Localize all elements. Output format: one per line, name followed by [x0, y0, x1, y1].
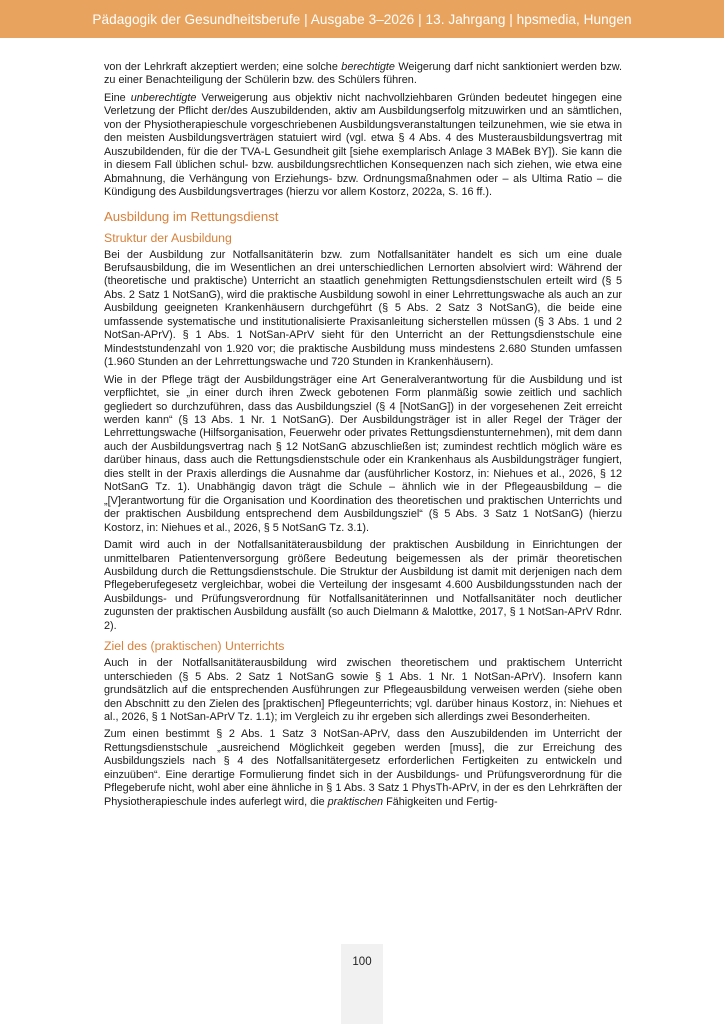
emphasis: berechtigte — [341, 61, 395, 73]
text-run: Zum einen bestimmt § 2 Abs. 1 Satz 3 NotSan-APrV, dass den Auszubildenden im Unterricht der Rettungsdienstschule „ausreichend Möglichkeit gegeben werden [muss], die zur Erreichung des Ausbildungsziels nach § 4 des Notfallsanitätergesetz erforderlichen Fertigkeiten zu entwickeln und einzuüben“. Eine derartige Formulierung findet sich in der Ausbildungs- und Prüfungsverordnung für die Pflegeberufe nicht, wohl aber eine ähnliche in § 1 Abs. 3 Satz 1 PhysTh-APrV, in der es den Lehrkräften der Physiotherapieschule indes auferlegt wird, die — [104, 728, 622, 808]
paragraph — [104, 92, 622, 200]
subsection-heading: Ziel des (praktischen) Unterrichts — [104, 639, 285, 654]
text-run: Eine — [104, 91, 131, 104]
section-heading: Ausbildung im Rettungsdienst — [104, 208, 279, 224]
journal-header-bar — [0, 0, 724, 38]
paragraph — [104, 61, 622, 88]
emphasis: praktischen — [327, 795, 384, 808]
paragraph: Damit wird auch in der Notfallsanitäterausbildung der praktischen Ausbildung in Einrichtungen der unmittelbaren Patientenversorgung größere Bedeutung beigemessen als der primär theoretischen Ausbildung durch die Rettungsdienstschule. Die Struktur der Ausbildung ist damit mit derjenigen nach dem Pflegeberufegesetz vergleichbar, wobei die Verteilung der insgesamt 4.600 Ausbildungsstunden nach der Ausbildungs- und Prüfungsverordnung für Notfallsanitäterinnen und Notfallsanitäter noch deutlicher zugunsten der praktischen Ausbildung ausfällt (so auch Dielmann & Malottke, 2017, § 1 NotSan-APrV Rdnr. 2). — [104, 539, 622, 632]
text-run: Weigerung darf nicht sanktioniert werden bzw. zu einer Benachteiligung der Schülerin bzw. des Schülers führen. — [104, 61, 622, 87]
paragraph: Auch in der Notfallsanitäterausbildung wird zwischen theoretischem und praktischem Unterricht unterschieden (§ 5 Abs. 2 Satz 1 NotSanG sowie § 1 Abs. 1 Nr. 1 NotSan-APrV). Insofern kann grundsätzlich auf die entsprechenden Ausführungen zur Pflegeausbildung verweisen werden (siehe oben den Abschnitt zu den Zielen des [praktischen] Pflegeunterrichts; vgl. darüber hinaus Kostorz, in: Niehues et al., 2026, § 1 NotSan-APrV Tz. 1.1); im Vergleich zu ihr ergeben sich allerdings zwei Besonderheiten. — [104, 657, 622, 724]
text-run: Verweigerung aus objektiv nicht nachvollziehbaren Gründen bedeutet hingegen eine Verletzung der Pflicht der/des Auszubildenden, aktiv am Ausbildungserfolg mitzuwirken und an sämtlichen, von der Physiotherapieschule vorgeschriebenen Ausbildungsveranstaltungen teilzunehmen, wie sie etwa in den meisten Ausbildungsverträgen statuiert wird (vgl. etwa § 4 Abs. 4 des Musterausbildungsvertrag mit Auszubildenden, für die der TVA-L Gesundheit gilt [siehe exemplarisch Anlage 3 MABek BY]). Sie kann die in diesem Fall üblichen schul- bzw. ausbildungsrechtlichen Konsequenzen nach sich ziehen, wie etwa eine Abmahnung, die Verhängung von Erziehungs- bzw. Ordnungsmaßnahmen oder – als Ultima Ratio – die Kündigung des Ausbildungsvertrages (hierzu vor allem Kostorz, 2022a, S. 16 ff.). — [104, 91, 623, 199]
journal-header-text: Pädagogik der Gesundheitsberufe | Ausgabe 3–2026 | 13. Jahrgang | hpsmedia, Hungen — [92, 11, 632, 27]
paragraph: Bei der Ausbildung zur Notfallsanitäterin bzw. zum Notfallsanitäter handelt es sich um eine duale Berufsausbildung, die im Wesentlichen an drei unterschiedlichen Lernorten absolviert wird: Während der (theoretische und praktische) Unterricht an staatlich genehmigten Rettungsdienstschulen erteilt wird (§ 5 Abs. 2 Satz 1 NotSanG), wird die praktische Ausbildung sowohl in einer Lehrrettungswache als auch an zur Ausbildung geeigneten Krankenhäusern durchgeführt (§ 5 Abs. 2 Satz 3 NotSanG), die beide eine umfassende systematische und institutionalisierte Praxisanleitung sicherstellen müssen (§ 3 Abs. 1 und 2 NotSan-APrV). § 1 Abs. 1 NotSan-APrV sieht für den Unterricht an der Rettungsdienstschule eine Mindeststundenzahl von 1.920 vor; die praktische Ausbildung muss mindestens 2.680 Stunden umfassen (1.960 Stunden an der Lehrrettungswache und 720 Stunden in Krankenhäusern). — [104, 248, 622, 369]
subsection-heading: Struktur der Ausbildung — [104, 230, 232, 245]
page-number-tab — [341, 944, 383, 1024]
text-run: von der Lehrkraft akzeptiert werden; eine solche — [104, 61, 342, 73]
emphasis: unberechtigte — [130, 91, 197, 104]
page-number: 100 — [352, 956, 372, 968]
text-run: Fähigkeiten und Fertig- — [383, 795, 498, 808]
paragraph — [104, 728, 622, 809]
paragraph: Wie in der Pflege trägt der Ausbildungsträger eine Art Generalverantwortung für die Ausbildung und ist verpflichtet, sie „in einer durch ihren Zweck gebotenen Form planmäßig sowie zeitlich und sachlich gegliedert so durchzuführen, dass das Ausbildungsziel (§ 4 [NotSanG]) in der vorgesehenen Zeit erreicht werden kann“ (§ 13 Abs. 1 Nr. 1 NotSanG). Der Ausbildungsträger ist in aller Regel der Träger der Lehrrettungswache (Hilfsorganisation, Feuerwehr oder privates Rettungsdienstunternehmen), mit dem dann auch der Ausbildungsvertrag nach § 12 NotSanG abzuschließen ist; zumindest rechtlich möglich wäre es darüber hinaus, dass auch die Rettungsdienstschule oder ein Krankenhaus als Ausbildungsträger fungiert, dies stellt in der Praxis allerdings die Ausnahme dar (ausführlicher Kostorz, in: Niehues et al., 2026, § 12 NotSanG Tz. 1). Unabhängig davon trägt die Schule – ähnlich wie in der Pflegeausbildung – die „[V]erantwortung für die Organisation und Koordination des theoretischen und praktischen Unterrichts und der praktischen Ausbildung entsprechend dem Ausbildungsziel“ (§ 5 Abs. 3 Satz 1 NotSanG) (hierzu Kostorz, in: Niehues et al., 2026, § 5 NotSanG Tz. 3.1). — [104, 373, 622, 534]
article-body — [104, 61, 622, 813]
